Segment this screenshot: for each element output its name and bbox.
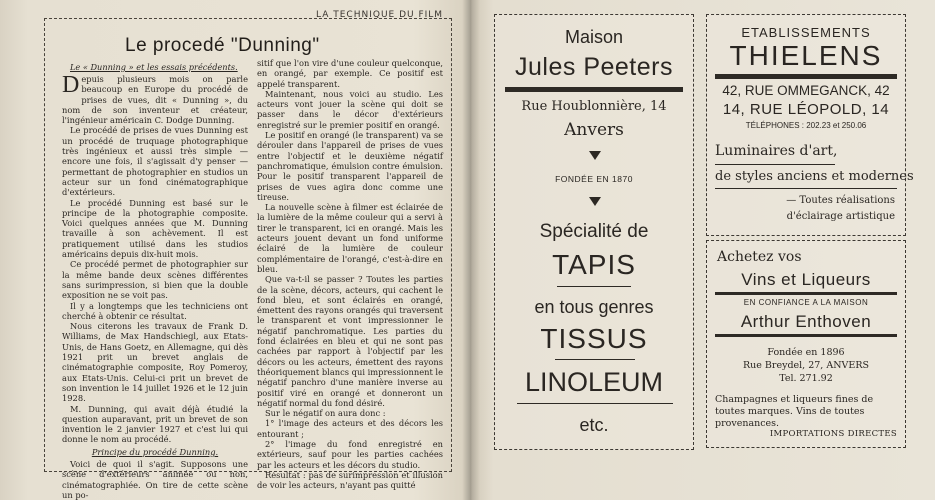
ad-thielens-rule [715, 74, 897, 79]
ad-thielens-line2: de styles anciens et modernes [715, 169, 914, 184]
ad-enthoven-rule [715, 334, 897, 337]
subtitle-principle: Principe du procédé Dunning. [91, 446, 219, 457]
book-gutter [462, 0, 480, 500]
paragraph: Résultat : pas de surimpression et illusion de voir les acteurs, n'ayant pas quitté [257, 469, 443, 491]
ad-enthoven-rule [715, 292, 897, 295]
ad-thielens-line1: Luminaires d'art, [715, 143, 838, 159]
ad-enthoven-confiance: EN CONFIANCE A LA MAISON [743, 298, 869, 307]
ad-peeters-underline [557, 286, 631, 287]
ad-enthoven-imports: IMPORTATIONS DIRECTES [769, 429, 897, 439]
ad-enthoven-vins: Vins et Liqueurs [741, 270, 871, 289]
paragraph: Voici de quoi il s'agit. Supposons une scène d'extérieurs animée ou non, cinématographiée. On tire de cette scène un po- [62, 458, 248, 500]
drop-cap: D [62, 72, 80, 98]
ad-enthoven-tel: Tel. 271.92 [779, 373, 833, 384]
ad-peeters-etc: etc. [579, 415, 609, 435]
ad-enthoven-desc2: toutes marques. Vins de toutes [715, 406, 865, 417]
ad-thielens-phones: TÉLÉPHONES : 202.23 et 250.06 [745, 121, 867, 130]
ad-peeters-rule [505, 87, 683, 92]
paragraph: Nous citerons les travaux de Frank D. Williams, de Max Handschiegl, aux Etats-Unis, de Hans Goetz, en Allemagne, qui dès 1921 prit un brevet anglais de cinématographie composite, Roy Pomeroy, aux Etats-Unis. Celui-ci prit un brevet de son invention le 14 juillet 1926 et le 12 juin 1928. [62, 321, 248, 404]
ad-peeters [494, 14, 694, 450]
ad-peeters-genres: en tous genres [534, 297, 654, 317]
ad-peeters-name: Jules Peeters [515, 53, 673, 81]
ad-thielens-line4: d'éclairage artistique [786, 211, 895, 222]
ad-enthoven [706, 240, 906, 448]
ad-thielens-name: THIELENS [729, 40, 883, 71]
running-head: LA TECHNIQUE DU FILM [316, 10, 444, 20]
ad-thielens-addr1: 42, RUE OMMEGANCK, 42 [722, 83, 890, 98]
paragraph: Ce procédé permet de photographier sur la même bande deux scènes différentes sans surimpression, si bien que la double exposition ne se voit pas. [62, 259, 248, 301]
paragraph-1-text: epuis plusieurs mois on parle beaucoup en Europe du procédé de prises de vues, dit « Dunning », du nom de son inventeur et créateur, l'ingénieur américain C. Dodge Dunning. [62, 74, 248, 126]
ad-enthoven-founded: Fondée en 1896 [767, 347, 845, 358]
ad-peeters-underline [517, 403, 673, 404]
ad-peeters-founded: FONDÉE EN 1870 [555, 174, 633, 184]
paragraph: 1° l'image des acteurs et des décors les entourant ; [257, 418, 443, 439]
paragraph: La nouvelle scène à filmer est éclairée de la lumière de la même couleur qui a servi à tirer le transparent, ici en orangé. Mais les acteurs jouent devant un fond uniforme éclairé de la lumière de couleur complémentaire de l'orangé, c'est-à-dire en bleu. [257, 202, 443, 274]
ad-peeters-street: Rue Houblonnière, 14 [521, 99, 667, 114]
ad-peeters-underline [555, 359, 635, 360]
article-column-2 [257, 58, 443, 491]
ad-enthoven-desc3: provenances. [715, 418, 780, 429]
paragraph-1 [62, 74, 248, 125]
ad-peeters-tapis: TAPIS [552, 249, 636, 280]
ad-peeters-linoleum: LINOLEUM [524, 367, 664, 397]
ad-thielens-underline [715, 164, 835, 165]
ad-thielens-addr2: 14, RUE LÉOPOLD, 14 [722, 101, 890, 118]
paragraph: Le positif en orangé (le transparent) va se dérouler dans l'appareil de prises de vues entre l'objectif et le deuxième négatif panchromatique, émulsion contre émulsion. Pour le positif transparent l'appareil de prises de vues agira donc comme une tireuse. [257, 130, 443, 202]
subtitle-principle-wrap [62, 447, 248, 457]
article-column-1 [62, 72, 248, 500]
ad-enthoven-desc1: Champagnes et liqueurs fines de [715, 394, 874, 405]
paragraph: Le procédé Dunning est basé sur le principe de la photographie composite. Voici quelques années que M. Dunning travaille à son achèvement. Il est pratiquement utilisé dans les studios américains depuis dix-huit mois. [62, 197, 248, 260]
ad-thielens-underline [715, 188, 897, 189]
paragraph: sitif que l'on vire d'une couleur quelconque, en orangé, par exemple. Ce positif est appelé transparent. [257, 58, 443, 89]
ad-thielens-line3: — Toutes réalisations [786, 195, 895, 206]
paragraph: M. Dunning, qui avait déjà étudié la question auparavant, prit un brevet de son invention le 2 janvier 1927 et c'est lui qui donne le nom au procédé. [62, 403, 248, 445]
ad-enthoven-achetez: Achetez vos [717, 249, 802, 265]
paragraph: 2° l'image du fond enregistré en extérieurs, sauf pour les parties cachées par les acteurs et les décors du studio. [257, 438, 443, 470]
ad-thielens [706, 14, 914, 236]
triangle-ornament-icon [589, 151, 601, 160]
ad-enthoven-address: Rue Breydel, 27, ANVERS [743, 360, 869, 371]
ad-peeters-specialite: Spécialité de [539, 221, 649, 242]
ad-peeters-tissus: TISSUS [540, 323, 648, 354]
ad-peeters-city: Anvers [564, 120, 624, 140]
subtitle-previous-trials: Le « Dunning » et les essais précédents. [70, 62, 238, 72]
paragraph: Le procédé de prises de vues Dunning est un procédé de truquage photographique très ingénieux et aussi très simple — encore une fois, il s'agissait d'y penser — permettant de photographier en studios un acteur sur un fond cinématographique d'extérieurs. [62, 125, 248, 198]
ad-thielens-etablissements: ETABLISSEMENTS [741, 25, 871, 40]
paragraph: Maintenant, nous voici au studio. Les acteurs vont jouer la scène qui doit se passer dans le décor d'extérieurs enregistré sur le premier positif en orangé. [257, 88, 443, 130]
triangle-ornament-icon [589, 197, 601, 206]
paragraph: Il y a longtemps que les techniciens ont cherché à obtenir ce résultat. [62, 300, 248, 321]
paragraph: Sur le négatif on aura donc : [265, 408, 386, 419]
article-title: Le procedé "Dunning" [125, 35, 320, 56]
ad-enthoven-name: Arthur Enthoven [740, 312, 872, 331]
ad-peeters-maison: Maison [564, 27, 624, 47]
paragraph: Que va-t-il se passer ? Toutes les parties de la scène, décors, acteurs, qui cachent le fond bleu, et sont éclairés en orangé, émettent des rayons orangés qui traversent le transparent et vont impressionner le négatif panchromatique. Les parties du fond éclairées en bleu et qui ne sont pas cachées par rapport à l'objectif par les décors ou les acteurs, émettent des rayons théoriquement blancs qui impressionnent le négatif panchro d'une manière inverse au positif viré en orangé et donneront un négatif normal du fond désiré. [257, 274, 443, 408]
